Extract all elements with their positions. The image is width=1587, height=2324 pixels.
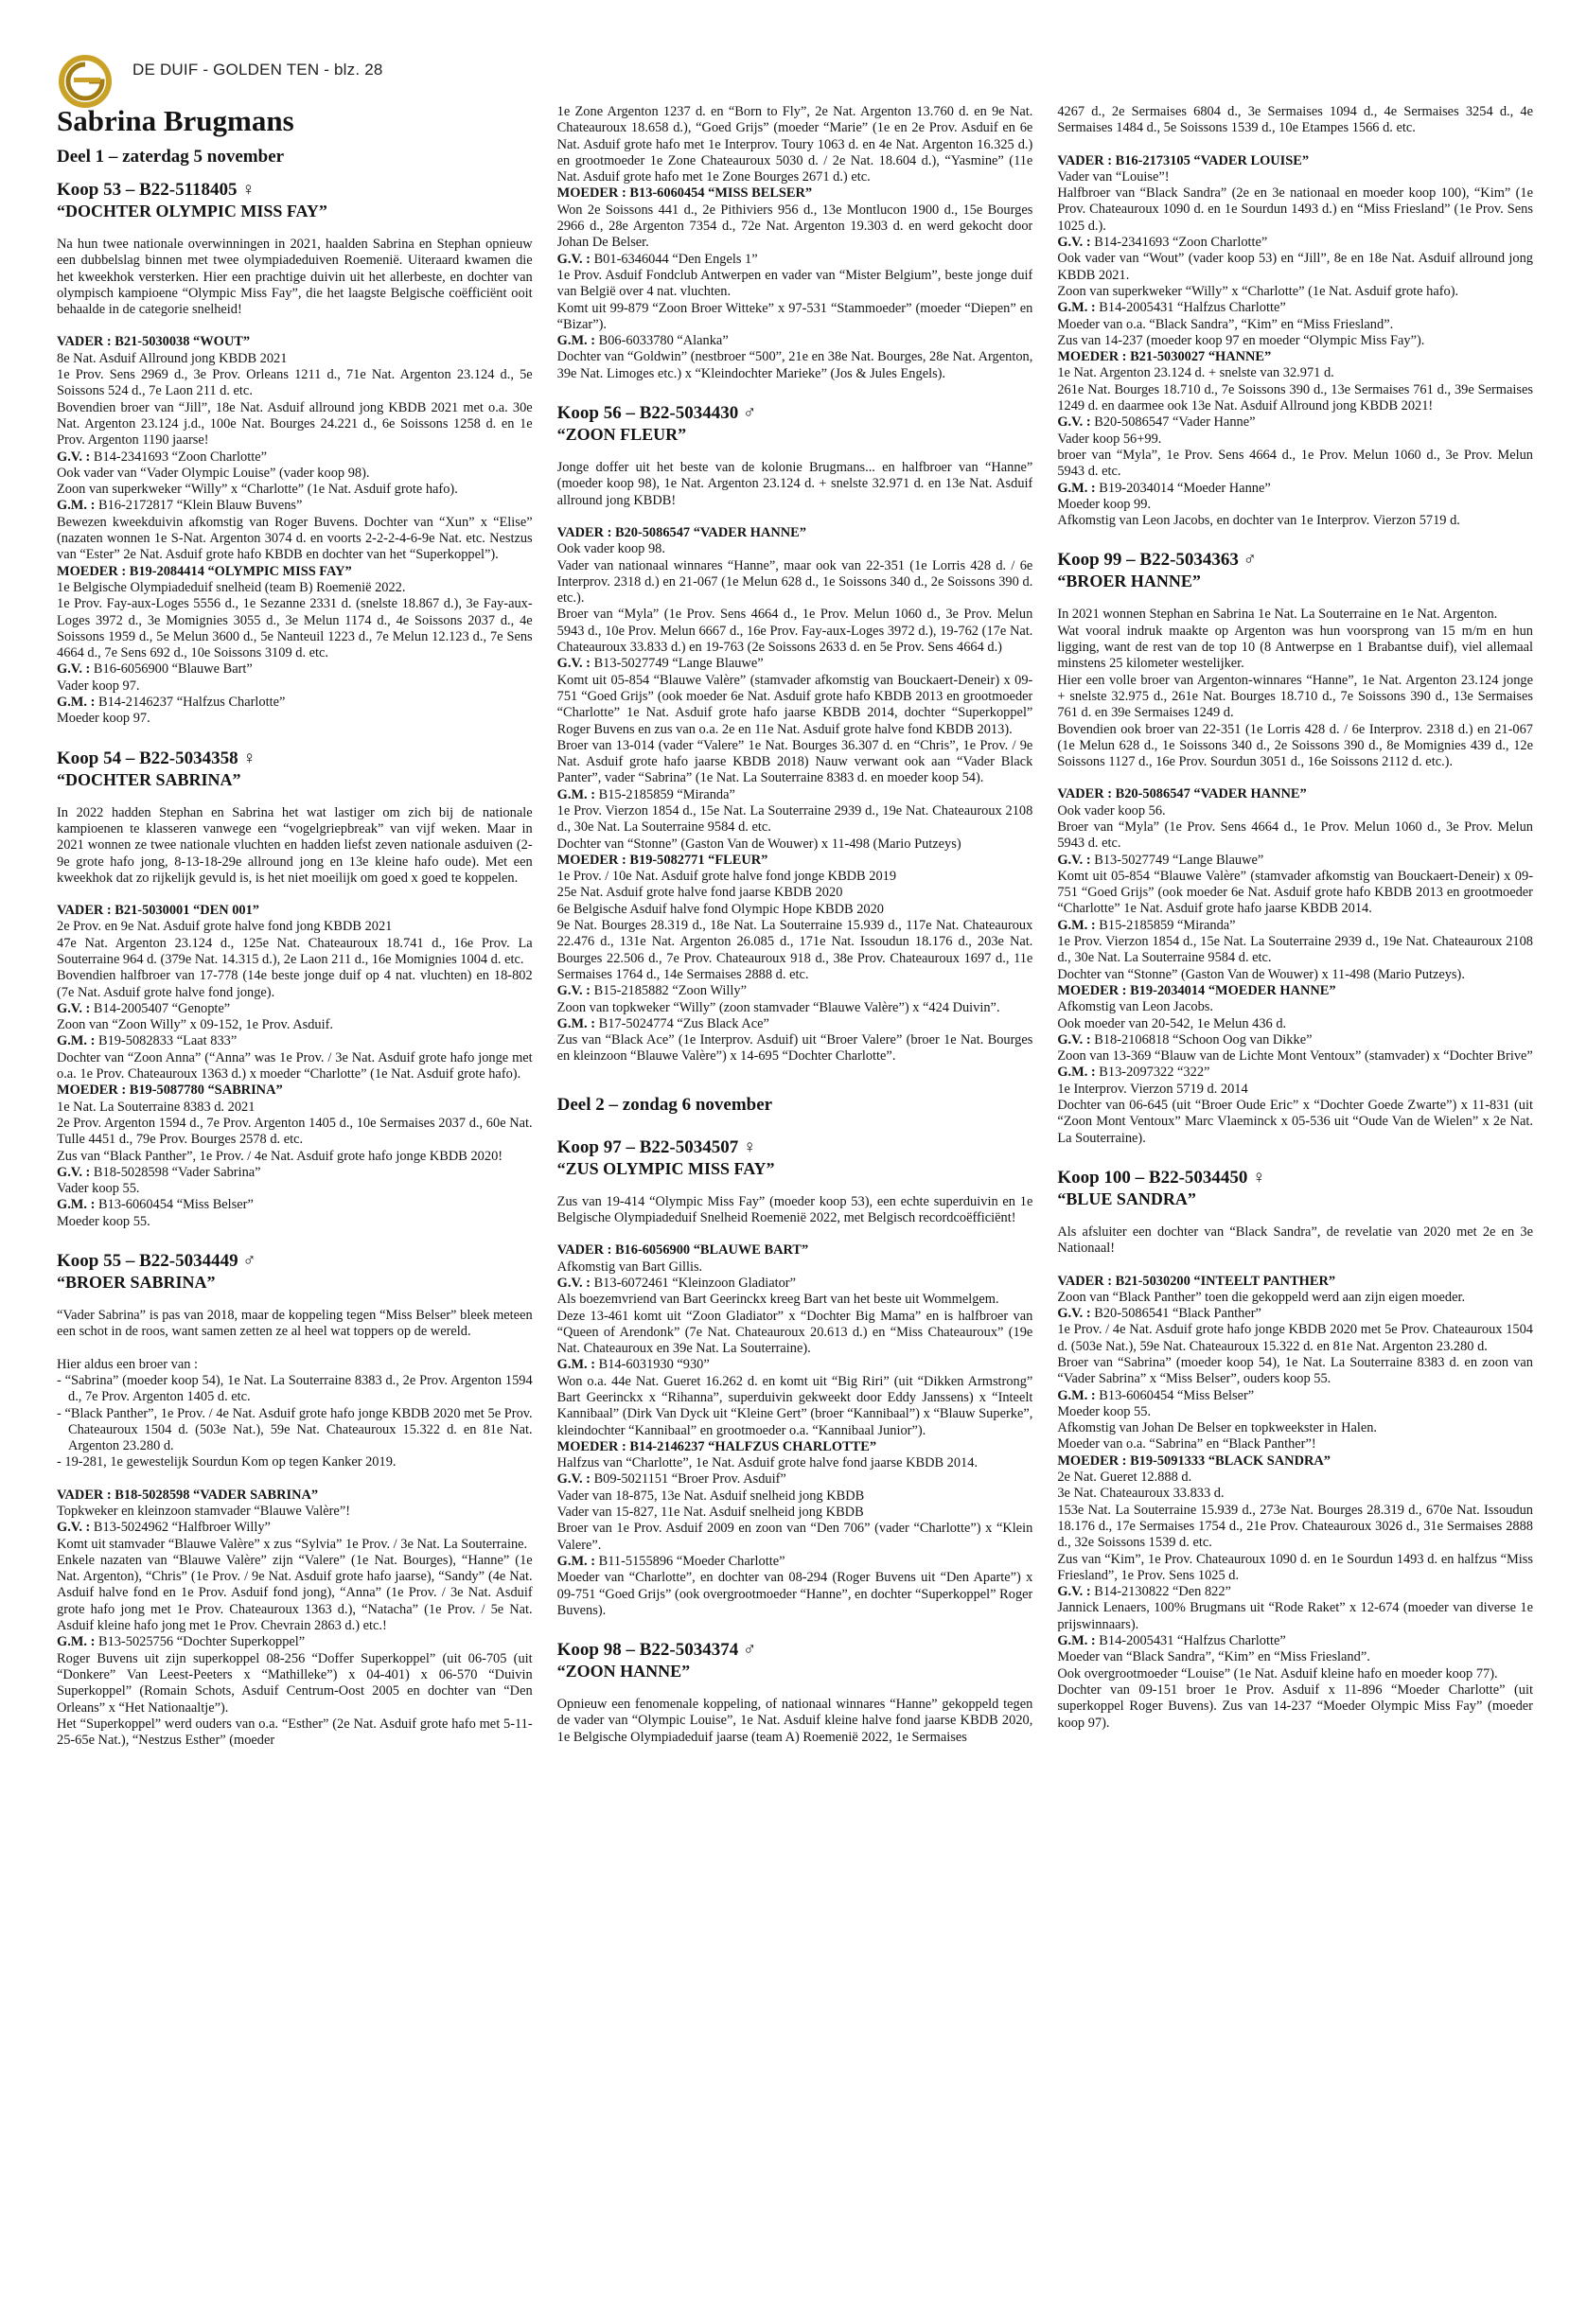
pedigree-label: G.M. :: [1057, 1065, 1096, 1081]
section-heading: Deel 2 – zondag 6 november: [556, 1094, 773, 1115]
pedigree-line: [57, 661, 533, 678]
pedigree-line: [57, 449, 533, 466]
body-paragraph: Deze 13-461 komt uit “Zoon Gladiator” x “Dochter Big Mama” en is halfbroer van “Queen of Arendonk” (7e Nat. Chateauroux 20.613 d.) en “Miss Chateauroux” (19e Nat. Chateauroux en 39e Nat. La Souterraine).: [556, 1308, 1033, 1357]
body-paragraph: 1e Prov. Vierzon 1854 d., 15e Nat. La Souterraine 2939 d., 19e Nat. Chateauroux 2108 d., 30e Nat. La Souterraine 9584 d. etc.: [1057, 934, 1533, 966]
parent-heading: VADER : B21-5030001 “DEN 001”: [57, 903, 260, 919]
lot-subtitle: “ZUS OLYMPIC MISS FAY”: [556, 1158, 775, 1178]
pedigree-text: B18-2106818 “Schoon Oog van Dikke”: [1090, 1031, 1313, 1048]
body-paragraph: Zoon van “Black Panther” toen die gekoppeld werd aan zijn eigen moeder.: [1057, 1289, 1466, 1305]
body-paragraph: broer van “Myla”, 1e Prov. Sens 4664 d., 1e Prov. Melun 1060 d., 3e Prov. Melun 5943 d. etc.: [1057, 447, 1533, 480]
section-heading: Deel 1 – zaterdag 5 november: [57, 147, 285, 167]
pedigree-text: B14-6031930 “930”: [595, 1357, 710, 1373]
lot-heading: Koop 54 – B22-5034358 ♀: [57, 748, 256, 768]
body-paragraph: Dochter van 06-645 (uit “Broer Oude Eric” x “Dochter Goede Zwarte”) x 11-831 (uit “Zoon Mont Ventoux” Marc Vlaeminck x 05-536 uit “Oude Van de Wielen” x 2e Nat. La Souterraine).: [1057, 1098, 1533, 1146]
body-paragraph: Moeder van “Charlotte”, en dochter van 08-294 (Roger Buvens uit “Den Aparte”) x 09-751 “Goed Grijs” (ook overgrootmoeder “Hanne”, en dochter “Superkoppel” Roger Buvens).: [556, 1570, 1033, 1618]
body-paragraph: 261e Nat. Bourges 18.710 d., 7e Soissons 390 d., 13e Sermaises 761 d., 39e Sermaises 1249 d. en daarmee ook 13e Nat. Asduif Allround jong KBDB 2021!: [1057, 381, 1533, 414]
body-paragraph: 6e Belgische Asduif halve fond Olympic Hope KBDB 2020: [556, 901, 884, 917]
pedigree-line: [1057, 853, 1533, 869]
pedigree-label: G.M. :: [57, 1033, 96, 1049]
parent-heading: VADER : B20-5086547 “VADER HANNE”: [556, 524, 806, 540]
pedigree-label: G.V. :: [57, 1000, 91, 1016]
pedigree-label: G.V. :: [556, 1471, 591, 1488]
pedigree-line: [1057, 1032, 1533, 1048]
pedigree-label: G.M. :: [556, 1553, 596, 1569]
pedigree-text: B13-6060454 “Miss Belser”: [1095, 1387, 1255, 1403]
lot-heading: Koop 53 – B22-5118405 ♀: [57, 180, 256, 200]
body-paragraph: Moeder van o.a. “Black Sandra”, “Kim” en “Miss Friesland”.: [1057, 316, 1394, 332]
pedigree-text: B01-6346044 “Den Engels 1”: [590, 251, 758, 267]
pedigree-label: G.V. :: [57, 1164, 91, 1180]
lot-heading: Koop 56 – B22-5034430 ♂: [556, 403, 757, 424]
body-paragraph: Zus van 14-237 (moeder koop 97 en moeder “Olympic Miss Fay”).: [1057, 332, 1425, 348]
pedigree-text: B13-2097322 “322”: [1095, 1065, 1210, 1081]
parent-heading: MOEDER : B19-5091333 “BLACK SANDRA”: [1057, 1452, 1331, 1469]
pedigree-line: [1057, 235, 1533, 251]
parent-heading: VADER : B16-2173105 “VADER LOUISE”: [1057, 152, 1310, 168]
body-paragraph: Hier een volle broer van Argenton-winnares “Hanne”, 1e Nat. Argenton 23.124 jonge + snelste 32.975 d., 261e Nat. Bourges 18.710 d., 7e Soissons 390 d., 13e Sermaises 761 d. en 39e Sermaises 1249 d.: [1057, 672, 1533, 721]
pedigree-text: B19-5082833 “Laat 833”: [95, 1033, 238, 1049]
body-paragraph: 1e Nat. La Souterraine 8383 d. 2021: [57, 1099, 256, 1115]
body-paragraph: Moeder van o.a. “Sabrina” en “Black Panther”!: [1057, 1436, 1316, 1452]
body-paragraph: Ook vader koop 56.: [1057, 802, 1166, 819]
body-paragraph: Zoon van “Zoon Willy” x 09-152, 1e Prov. Asduif.: [57, 1017, 333, 1033]
body-paragraph: 1e Prov. / 4e Nat. Asduif grote hafo jonge KBDB 2020 met 5e Prov. Chateauroux 1504 d. (503e Nat.), 59e Nat. Chateauroux 15.322 d. en 81e Nat. Argenton 23.280 d.: [1057, 1322, 1533, 1354]
body-paragraph: Zus van “Black Panther”, 1e Prov. / 4e Nat. Asduif grote hafo jonge KBDB 2020!: [57, 1148, 503, 1164]
body-paragraph: Halfzus van “Charlotte”, 1e Nat. Asduif grote halve fond jaarse KBDB 2014.: [556, 1455, 979, 1471]
body-paragraph: Vader van “Louise”!: [1057, 168, 1170, 185]
pedigree-line: [57, 498, 533, 514]
body-paragraph: Bewezen kweekduivin afkomstig van Roger Buvens. Dochter van “Xun” x “Elise” (nazaten wonnen 1e S-Nat. Argenton 3074 d. en voorts 2-2-2-4-6-9e Nat. etc. Nestzus van “Ester” 2e Nat. Asduif grote hafo KBDB en dochter van het “Superkoppel”).: [57, 514, 533, 563]
article-columns: [57, 104, 1533, 2309]
pedigree-text: B06-6033780 “Alanka”: [595, 333, 729, 349]
body-paragraph: Broer van “Myla” (1e Prov. Sens 4664 d., 1e Prov. Melun 1060 d., 3e Prov. Melun 5943 d. etc.: [1057, 819, 1533, 852]
pedigree-line: [1057, 1584, 1533, 1600]
body-paragraph: In 2021 wonnen Stephan en Sabrina 1e Nat. La Souterraine en 1e Nat. Argenton.: [1057, 607, 1498, 623]
list-item: - 19-281, 1e gewestelijk Sourdun Kom op tegen Kanker 2019.: [57, 1454, 397, 1470]
pedigree-line: [557, 333, 1033, 349]
list-item: - “Sabrina” (moeder koop 54), 1e Nat. La Souterraine 8383 d., 2e Prov. Argenton 1594 d., 7e Prov. Argenton 1405 d. etc.: [57, 1372, 533, 1405]
pedigree-label: G.M. :: [1057, 480, 1096, 496]
pedigree-label: G.M. :: [57, 695, 96, 711]
body-paragraph: 1e Prov. Vierzon 1854 d., 15e Nat. La Souterraine 2939 d., 19e Nat. Chateauroux 2108 d., 30e Nat. La Souterraine 9584 d. etc.: [556, 802, 1033, 836]
pedigree-text: B13-5025756 “Dochter Superkoppel”: [95, 1634, 306, 1650]
lot-subtitle: “ZOON FLEUR”: [556, 425, 687, 445]
lot-subtitle: “ZOON HANNE”: [556, 1662, 691, 1681]
pedigree-line: [557, 983, 1033, 999]
body-paragraph: 8e Nat. Asduif Allround jong KBDB 2021: [57, 350, 288, 366]
body-paragraph: Vader van 15-827, 11e Nat. Asduif snelheid jong KBDB: [556, 1505, 864, 1521]
pedigree-text: B20-5086541 “Black Panther”: [1090, 1306, 1261, 1322]
body-paragraph: Broer van 1e Prov. Asduif 2009 en zoon van “Den 706” (vader “Charlotte”) x “Klein Valere”.: [556, 1521, 1033, 1553]
pedigree-text: B11-5155896 “Moeder Charlotte”: [595, 1553, 785, 1569]
body-paragraph: Zus van “Kim”, 1e Prov. Chateauroux 1090 d. en 1e Sourdun 1493 d. en halfzus “Miss Friesland”, 1e Prov. Sens 1025 d.: [1057, 1551, 1533, 1583]
column-3: [1057, 104, 1533, 2309]
body-paragraph: 3e Nat. Chateauroux 33.833 d.: [1057, 1486, 1225, 1502]
body-paragraph: Dochter van “Stonne” (Gaston Van de Wouwer) x 11-498 (Mario Putzeys).: [1057, 966, 1465, 982]
lot-subtitle: “BROER SABRINA”: [57, 1273, 216, 1293]
pedigree-line: [557, 656, 1033, 672]
pedigree-text: B13-5027749 “Lange Blauwe”: [1090, 852, 1264, 868]
body-paragraph: Vader van nationaal winnares “Hanne”, maar ook van 22-351 (1e Lorris 428 d. / 6e Interprov. 2318 d.) en 21-067 (1e Melun 628 d., 1e Soissons 340 d., 2e Soissons 390 d. etc.).: [556, 557, 1033, 607]
pedigree-line: [1057, 481, 1533, 497]
parent-heading: VADER : B16-6056900 “BLAUWE BART”: [556, 1242, 809, 1259]
parent-heading: VADER : B20-5086547 “VADER HANNE”: [1057, 786, 1307, 802]
body-paragraph: Zoon van 13-369 “Blauw van de Lichte Mont Ventoux” (stamvader) x “Dochter Brive”: [1057, 1048, 1533, 1065]
body-paragraph: Afkomstig van Johan De Belser en topkweekster in Halen.: [1057, 1420, 1378, 1436]
body-paragraph: “Vader Sabrina” is pas van 2018, maar de koppeling tegen “Miss Belser” bleek meteen een schot in de roos, want samen zetten ze al heel wat toppers op de wereld.: [57, 1308, 533, 1340]
pedigree-line: [557, 1357, 1033, 1373]
body-paragraph: 47e Nat. Argenton 23.124 d., 125e Nat. Chateauroux 18.741 d., 16e Prov. La Souterraine 964 d. (379e Nat. 14.315 d.), 2e Laon 211 d., 16e Momignies 1004 d. etc.: [57, 935, 533, 967]
running-head: [57, 53, 383, 79]
body-paragraph: Ook vader van “Wout” (vader koop 53) en “Jill”, 8e en 18e Nat. Asduif allround jong KBDB 2021.: [1057, 251, 1533, 283]
pedigree-text: B14-2005407 “Genopte”: [90, 1000, 231, 1016]
lot-subtitle: “DOCHTER SABRINA”: [57, 769, 241, 789]
pedigree-text: B13-5027749 “Lange Blauwe”: [590, 656, 764, 672]
pedigree-line: [557, 787, 1033, 803]
pedigree-line: [1057, 414, 1533, 431]
pedigree-line: [557, 1471, 1033, 1488]
pedigree-label: G.V. :: [1057, 1306, 1091, 1322]
pedigree-label: G.M. :: [1057, 1633, 1096, 1649]
body-paragraph: Jonge doffer uit het beste van de kolonie Brugmans... en halfbroer van “Hanne” (moeder koop 98), 1e Nat. Argenton 23.124 d. + snelste 32.971 d. en 13e Nat. Asduif allround jong KBDB!: [556, 460, 1033, 508]
pedigree-line: [557, 1554, 1033, 1570]
body-paragraph: Ook moeder van 20-542, 1e Melun 436 d.: [1057, 1015, 1287, 1031]
column-2: [557, 104, 1033, 2309]
body-paragraph: Zoon van superkweker “Willy” x “Charlotte” (1e Nat. Asduif grote hafo).: [1057, 283, 1459, 299]
pedigree-label: G.V. :: [57, 449, 91, 465]
parent-heading: MOEDER : B19-2084414 “OLYMPIC MISS FAY”: [57, 563, 352, 579]
pedigree-label: G.V. :: [1057, 852, 1091, 868]
pedigree-line: [1057, 1065, 1533, 1081]
body-paragraph: Afkomstig van Bart Gillis.: [556, 1259, 703, 1275]
pedigree-text: B16-6056900 “Blauwe Bart”: [90, 661, 253, 678]
pedigree-text: B13-6072461 “Kleinzoon Gladiator”: [590, 1275, 796, 1291]
pedigree-text: B14-2005431 “Halfzus Charlotte”: [1095, 300, 1286, 316]
body-paragraph: 153e Nat. La Souterraine 15.939 d., 273e Nat. Bourges 28.319 d., 670e Nat. Issoudun 18.176 d., 17e Sermaises 1754 d., 21e Prov. Chateauroux 3026 d., 31e Sermaises 2888 d., 32e Soissons 1539 d. etc.: [1057, 1502, 1533, 1551]
body-paragraph: 4267 d., 2e Sermaises 6804 d., 3e Sermaises 1094 d., 4e Sermaises 3254 d., 4e Sermaises 1484 d., 5e Soissons 1539 d., 10e Etampes 1566 d. etc.: [1057, 104, 1533, 136]
pedigree-text: B14-2130822 “Den 822”: [1090, 1584, 1231, 1600]
body-paragraph: Broer van “Sabrina” (moeder koop 54), 1e Nat. La Souterraine 8383 d. en zoon van “Vader Sabrina” x “Miss Belser”, ouders koop 55.: [1057, 1355, 1533, 1387]
lot-heading: Koop 98 – B22-5034374 ♂: [556, 1640, 757, 1661]
body-paragraph: Moeder koop 55.: [1057, 1403, 1152, 1419]
parent-heading: VADER : B21-5030038 “WOUT”: [57, 334, 251, 350]
parent-heading: MOEDER : B19-2034014 “MOEDER HANNE”: [1057, 982, 1336, 998]
body-paragraph: Wat vooral indruk maakte op Argenton was hun voorsprong van 15 m/m en hun ligging, want de rest van de top 10 (8 Antwerpse en 1 Brabantse duif), viel allemaal minstens 25 kilometer westelijker.: [1057, 623, 1533, 672]
lot-subtitle: “BROER HANNE”: [1057, 572, 1201, 591]
body-paragraph: Hier aldus een broer van :: [57, 1356, 199, 1372]
pedigree-text: B14-2005431 “Halfzus Charlotte”: [1095, 1633, 1286, 1649]
pedigree-line: [1057, 1306, 1533, 1322]
body-paragraph: Zus van 19-414 “Olympic Miss Fay” (moeder koop 53), een echte superduivin en 1e Belgische Olympiadeduif Snelheid Roemenië 2022, met Belgisch recordcoëfficiënt!: [556, 1193, 1033, 1226]
pedigree-label: G.M. :: [556, 333, 596, 349]
body-paragraph: Broer van 13-014 (vader “Valere” 1e Nat. Bourges 36.307 d. en “Chris”, 1e Prov. / 9e Nat. Asduif grote hafo jaarse KBDB 2018) Nauw verwant ook aan “Vader Black Panter”, vader “Sabrina” (1e Nat. La Souterraine 8383 d. en moeder koop 54).: [556, 737, 1033, 786]
pedigree-line: [1057, 1388, 1533, 1404]
pedigree-text: B13-5024962 “Halfbroer Willy”: [90, 1520, 271, 1536]
pedigree-label: G.V. :: [1057, 1031, 1091, 1048]
body-paragraph: 1e Prov. Fay-aux-Loges 5556 d., 1e Sezanne 2331 d. (snelste 18.867 d.), 3e Fay-aux-Loges 3972 d., 3e Momignies 3055 d., 3e Melun 1174 d., 4e Soissons 2037 d., 4e Soissons 1959 d., 5e Melun 3600 d., 5e Nanteuil 1223 d., 7e Melun 12.123 d., 7e Sens 4664 d., 7e Sens 692 d., 10e Soissons 3109 d. etc.: [57, 596, 533, 661]
pedigree-label: G.V. :: [556, 983, 591, 999]
lot-subtitle: “BLUE SANDRA”: [1057, 1188, 1196, 1208]
lot-heading: Koop 99 – B22-5034363 ♂: [1057, 550, 1257, 571]
body-paragraph: Broer van “Myla” (1e Prov. Sens 4664 d., 1e Prov. Melun 1060 d., 3e Prov. Melun 5943 d., 10e Prov. Melun 6667 d., 16e Prov. Fay-aux-Loges 3972 d.), 19-762 (17e Nat. Chateauroux 33.833 d.) en 19-763 (2e Soissons 2633 d. en 5e Prov. Sens 4664 d.): [556, 607, 1033, 656]
body-paragraph: 2e Nat. Gueret 12.888 d.: [1057, 1470, 1192, 1486]
pedigree-label: G.V. :: [1057, 235, 1091, 251]
body-paragraph: Komt uit 05-854 “Blauwe Valère” (stamvader afkomstig van Bouckaert-Deneir) x 09-751 “Goed Grijs” (ook moeder 6e Nat. Asduif grote hafo KBDB 2013 en grootmoeder “Charlotte” 1e Nat. Asduif grote hafo jaarse KBDB 2014, dochter “Superkoppel” Roger Buvens en zus van o.a. 2e en 11e Nat. Asduif grote halve fond KBDB 2013).: [556, 672, 1033, 737]
body-paragraph: Na hun twee nationale overwinningen in 2021, haalden Sabrina en Stephan opnieuw een dubbelslag binnen met twee olympiadeduiven Roemenië. Uiteraard kwamen die het kweekhok versterken. Hier een prachtige duivin uit het allerbeste, en dochter van olympisch kampioene “Olympic Miss Fay”, die het laagste Belgische coëfficiënt ooit behaalde in de categorie snelheid!: [57, 237, 533, 318]
body-paragraph: 1e Prov. Sens 2969 d., 3e Prov. Orleans 1211 d., 71e Nat. Argenton 23.124 d., 5e Soissons 524 d., 7e Laon 211 d. etc.: [57, 367, 533, 399]
parent-heading: MOEDER : B19-5082771 “FLEUR”: [556, 852, 768, 868]
parent-heading: VADER : B21-5030200 “INTEELT PANTHER”: [1057, 1273, 1336, 1289]
body-paragraph: Topkweker en kleinzoon stamvader “Blauwe Valère”!: [57, 1504, 350, 1519]
body-paragraph: Bovendien halfbroer van 17-778 (14e beste jonge duif op 4 nat. vluchten) en 18-802 (7e Nat. Asduif grote halve fond jonge).: [57, 968, 533, 1000]
pedigree-line: [57, 1197, 533, 1213]
body-paragraph: 25e Nat. Asduif grote halve fond jaarse KBDB 2020: [556, 885, 843, 901]
body-paragraph: Als afsluiter een dochter van “Black Sandra”, de revelatie van 2020 met 2e en 3e Nationaal!: [1057, 1224, 1533, 1257]
pedigree-line: [57, 1033, 533, 1049]
body-paragraph: 1e Belgische Olympiadeduif snelheid (team B) Roemenië 2022.: [57, 579, 406, 595]
body-paragraph: Komt uit 05-854 “Blauwe Valère” (stamvader afkomstig van Bouckaert-Deneir) x 09-751 “Goed Grijs” (ook moeder 6e Nat. Asduif grote hafo KBDB 2013 en grootmoeder “Charlotte” 1e Nat. Asduif grote hafo jaarse KBDB 2014.: [1057, 868, 1533, 917]
body-paragraph: Zoon van superkweker “Willy” x “Charlotte” (1e Nat. Asduif grote hafo).: [57, 482, 458, 498]
pedigree-text: B16-2172817 “Klein Blauw Buvens”: [95, 498, 303, 514]
pedigree-text: B13-6060454 “Miss Belser”: [95, 1197, 254, 1213]
running-head-text: DE DUIF - GOLDEN TEN - blz. 28: [132, 61, 383, 79]
body-paragraph: Dochter van “Stonne” (Gaston Van de Wouwer) x 11-498 (Mario Putzeys): [556, 836, 961, 852]
body-paragraph: Dochter van 09-151 broer 1e Prov. Asduif x 11-896 “Moeder Charlotte” (uit superkoppel Roger Buvens). Zus van 14-237 “Moeder Olympic Miss Fay” (moeder koop 97).: [1057, 1681, 1533, 1731]
pedigree-label: G.V. :: [556, 1275, 591, 1291]
pedigree-label: G.M. :: [1057, 1387, 1096, 1403]
pedigree-line: [1057, 300, 1533, 316]
page-title: Sabrina Brugmans: [57, 104, 294, 137]
pedigree-text: B18-5028598 “Vader Sabrina”: [90, 1164, 261, 1180]
pedigree-line: [57, 1165, 533, 1181]
pedigree-text: B17-5024774 “Zus Black Ace”: [595, 1015, 769, 1031]
pedigree-label: G.M. :: [556, 786, 596, 802]
pedigree-label: G.V. :: [556, 251, 591, 267]
parent-heading: MOEDER : B13-6060454 “MISS BELSER”: [556, 185, 813, 202]
body-paragraph: Moeder koop 55.: [57, 1213, 150, 1229]
body-paragraph: Ook overgrootmoeder “Louise” (1e Nat. Asduif kleine hafo en moeder koop 77).: [1057, 1665, 1498, 1681]
pedigree-label: G.V. :: [57, 661, 91, 678]
body-paragraph: Won 2e Soissons 441 d., 2e Pithiviers 956 d., 13e Montlucon 1900 d., 15e Bourges 2966 d., 28e Argenton 7354 d., 72e Nat. Argenton 19.303 d. en werd gekocht door Johan De Belser.: [556, 202, 1033, 251]
body-paragraph: Vader koop 56+99.: [1057, 431, 1162, 447]
pedigree-line: [1057, 918, 1533, 934]
body-paragraph: Afkomstig van Leon Jacobs, en dochter van 1e Interprov. Vierzon 5719 d.: [1057, 513, 1460, 529]
body-paragraph: Moeder koop 97.: [57, 711, 150, 727]
body-paragraph: Bovendien ook broer van 22-351 (1e Lorris 428 d. / 6e Interprov. 2318 d.) en 21-067 (1e Melun 628 d., 1e Soissons 340 d., 2e Soissons 390 d., 8e Momignies 439 d., 12e Soissons 1127 d., 16e Prov. Sourdun 3051 d., 16e Soissons 2112 d. etc.).: [1057, 721, 1533, 770]
pedigree-label: G.M. :: [1057, 300, 1096, 316]
pedigree-text: B20-5086547 “Vader Hanne”: [1090, 414, 1256, 431]
body-paragraph: 1e Interprov. Vierzon 5719 d. 2014: [1057, 1081, 1248, 1097]
body-paragraph: Zus van “Black Ace” (1e Interprov. Asduif) uit “Broer Valere” (broer 1e Nat. Bourges en kleinzoon “Blauwe Valère”) x 14-695 “Dochter Charlotte”.: [556, 1032, 1033, 1065]
body-paragraph: 1e Zone Argenton 1237 d. en “Born to Fly”, 2e Nat. Argenton 13.760 d. en 9e Nat. Chateauroux 18.658 d.), “Goed Grijs” (moeder “Marie” (1e en 2e Prov. Asduif en 6e Nat. Asduif grote hafo met 1e Interprov. Toury 1063 d. en 4e Nat. Argenton 16.325 d.) en grootmoeder 1e Zone Chateauroux 5030 d. / 2e Nat. 18.604 d.), “Yasmine” (11e Nat. Asduif grote hafo met 1e Zone Bourges 2671 d.) etc.: [556, 104, 1033, 185]
body-paragraph: Vader van 18-875, 13e Nat. Asduif snelheid jong KBDB: [556, 1488, 865, 1504]
pedigree-line: [1057, 1633, 1533, 1649]
pedigree-line: [557, 252, 1033, 268]
body-paragraph: Enkele nazaten van “Blauwe Valère” zijn “Valere” (1e Nat. Bourges), “Hanne” (1e Nat. Argenton), “Chris” (1e Prov. / 9e Nat. Asduif grote hafo jaarse), “Sandy” (4e Nat. Asduif halve fond en 1e Prov. Asduif fond jong), “Anna” (1e Prov. / 3e Nat. Asduif grote hafo jong met 1e Prov. Chateauroux 1363 d.), “Natacha” (1e Prov. / 5e Nat. Asduif kleine hafo jong met 1e Prov. Chevrain 2863 d.) etc.!: [57, 1552, 533, 1634]
pedigree-label: G.M. :: [556, 1357, 596, 1373]
parent-heading: MOEDER : B21-5030027 “HANNE”: [1057, 349, 1272, 365]
body-paragraph: Ook vader van “Vader Olympic Louise” (vader koop 98).: [57, 465, 370, 481]
pedigree-label: G.M. :: [57, 498, 96, 514]
body-paragraph: Opnieuw een fenomenale koppeling, of nationaal winnares “Hanne” gekoppeld tegen de vader van “Olympic Louise”, 1e Nat. Asduif kleine halve fond jaarse KBDB 2020, 1e Belgische Olympiadeduif jaarse (team A) Roemenië 2022, 1e Sermaises: [556, 1697, 1033, 1745]
pedigree-label: G.V. :: [1057, 414, 1091, 431]
pedigree-line: [57, 1634, 533, 1650]
lot-subtitle: “DOCHTER OLYMPIC MISS FAY”: [57, 202, 327, 220]
pedigree-line: [57, 1001, 533, 1017]
parent-heading: VADER : B18-5028598 “VADER SABRINA”: [57, 1487, 319, 1503]
body-paragraph: 1e Nat. Argenton 23.124 d. + snelste van 32.971 d.: [1057, 365, 1334, 381]
pedigree-label: G.M. :: [556, 1015, 596, 1031]
body-paragraph: Afkomstig van Leon Jacobs.: [1057, 999, 1213, 1015]
body-paragraph: Bovendien broer van “Jill”, 18e Nat. Asduif allround jong KBDB 2021 met o.a. 30e Nat. Argenton 23.124 j.d., 100e Nat. Bourges 24.221 d., 6e Soissons 1258 d. en 1e Prov. Argenton 1190 jaarse!: [57, 399, 533, 449]
pedigree-text: B14-2146237 “Halfzus Charlotte”: [95, 695, 286, 711]
pedigree-label: G.M. :: [57, 1634, 96, 1650]
lot-heading: Koop 97 – B22-5034507 ♀: [556, 1136, 757, 1157]
parent-heading: MOEDER : B19-5087780 “SABRINA”: [57, 1083, 283, 1099]
pedigree-line: [57, 695, 533, 711]
body-paragraph: Vader koop 97.: [57, 678, 140, 694]
body-paragraph: Moeder van “Black Sandra”, “Kim” en “Miss Friesland”.: [1057, 1649, 1370, 1665]
body-paragraph: Dochter van “Zoon Anna” (“Anna” was 1e Prov. / 3e Nat. Asduif grote hafo jonge met o.a. 1e Prov. Chateauroux 1363 d.) x moeder “Charlotte” (1e Nat. Asduif grote hafo).: [57, 1049, 533, 1083]
pedigree-text: B15-2185859 “Miranda”: [595, 786, 735, 802]
pedigree-line: [557, 1276, 1033, 1292]
body-paragraph: 9e Nat. Bourges 28.319 d., 18e Nat. La Souterraine 15.939 d., 117e Nat. Chateauroux 22.476 d., 131e Nat. Argenton 26.085 d., 171e Nat. Issoudun 18.176 d., 203e Nat. Bourges 22.506 d., 7e Prov. Chateauroux 918 d., 38e Prov. Chateauroux 1697 d., 11e Sermaises 1764 d., 14e Sermaises 2888 d. etc.: [556, 918, 1033, 982]
pedigree-label: G.V. :: [556, 656, 591, 672]
body-paragraph: Moeder koop 99.: [1057, 496, 1152, 512]
pedigree-text: B09-5021151 “Broer Prov. Asduif”: [590, 1471, 786, 1488]
body-paragraph: Komt uit 99-879 “Zoon Broer Witteke” x 97-531 “Stammoeder” (moeder “Diepen” en “Bizar”).: [556, 300, 1033, 332]
column-1: [57, 104, 533, 2309]
lot-heading: Koop 100 – B22-5034450 ♀: [1057, 1167, 1266, 1188]
body-paragraph: Halfbroer van “Black Sandra” (2e en 3e nationaal en moeder koop 100), “Kim” (1e Prov. Chateauroux 1090 d. en 1e Sourdun 1493 d.) en “Miss Friesland” (1e Prov. Sens 1025 d.).: [1057, 185, 1533, 234]
pedigree-line: [557, 1016, 1033, 1032]
pedigree-text: B14-2341693 “Zoon Charlotte”: [1090, 235, 1268, 251]
body-paragraph: 1e Prov. / 10e Nat. Asduif grote halve fond jonge KBDB 2019: [556, 869, 897, 885]
parent-heading: MOEDER : B14-2146237 “HALFZUS CHARLOTTE”: [556, 1438, 877, 1454]
pedigree-label: G.M. :: [1057, 917, 1096, 933]
list-item: - “Black Panther”, 1e Prov. / 4e Nat. Asduif grote hafo jonge KBDB 2020 met 5e Prov. Chateauroux 1504 d. (503e Nat.), 59e Nat. Chateauroux 15.322 d. en 81e Nat. Argenton 23.280 d.: [57, 1405, 533, 1454]
body-paragraph: 2e Prov. en 9e Nat. Asduif grote halve fond jong KBDB 2021: [57, 919, 393, 935]
pedigree-text: B14-2341693 “Zoon Charlotte”: [90, 449, 267, 465]
body-paragraph: Vader koop 55.: [57, 1181, 140, 1197]
body-paragraph: Als boezemvriend van Bart Geerinckx kreeg Bart van het beste uit Wommelgem.: [556, 1292, 999, 1308]
body-paragraph: Komt uit stamvader “Blauwe Valère” x zus “Sylvia” 1e Prov. / 3e Nat. La Souterraine.: [57, 1536, 528, 1552]
body-paragraph: Zoon van topkweker “Willy” (zoon stamvader “Blauwe Valère”) x “424 Duivin”.: [556, 999, 1000, 1015]
body-paragraph: Dochter van “Goldwin” (nestbroer “500”, 21e en 38e Nat. Bourges, 28e Nat. Argenton, 39e Nat. Limoges etc.) x “Kleindochter Marieke” (Jos & Jules Engels).: [556, 349, 1033, 381]
body-paragraph: Het “Superkoppel” werd ouders van o.a. “Esther” (2e Nat. Asduif grote hafo met 5-11-25-65e Nat.), “Nestzus Esther” (moeder: [57, 1716, 533, 1749]
pedigree-text: B15-2185882 “Zoon Willy”: [590, 983, 748, 999]
pedigree-label: G.V. :: [1057, 1584, 1091, 1600]
pedigree-line: [57, 1520, 533, 1536]
body-paragraph: Won o.a. 44e Nat. Gueret 16.262 d. en komt uit “Big Riri” (uit “Dikken Armstrong” Bart Geerinckx x “Rihanna”, superduivin gekweekt door Eddy Janssens) x “Inteelt Kannibaal” (Dirk Van Dyck uit “Kleine Gert” (broer “Kannibaal”) x “Blauw Superke”, kleindochter “Kannibaal” en grootmoeder o.a. “Kannibaal Junior”).: [556, 1373, 1033, 1438]
body-paragraph: Roger Buvens uit zijn superkoppel 08-256 “Doffer Superkoppel” (uit 06-705 (uit “Donkere” Van Leest-Peeters x “Mathilleke”) x 04-401) x 06-570 “Duivin Superkoppel” (Romain Schots, Asduif Centrum-Oost 2005 en dochter van “Den Orleans” x “Het Nationaaltje”).: [57, 1650, 533, 1716]
body-paragraph: Jannick Lenaers, 100% Brugmans uit “Rode Raket” x 12-674 (moeder van diverse 1e prijswinnaars).: [1057, 1600, 1533, 1632]
golden-ten-logo-icon: [57, 53, 114, 110]
body-paragraph: 2e Prov. Argenton 1594 d., 7e Prov. Argenton 1405 d., 10e Sermaises 2037 d., 60e Nat. Tulle 4451 d., 79e Prov. Bourges 2578 d. etc.: [57, 1115, 533, 1148]
body-paragraph: Ook vader koop 98.: [556, 541, 665, 557]
pedigree-label: G.M. :: [57, 1197, 96, 1213]
pedigree-label: G.V. :: [57, 1520, 91, 1536]
body-paragraph: In 2022 hadden Stephan en Sabrina het wat lastiger om zich bij de nationale kampioenen te klasseren vanwege een “vogelgriepbreak” van vijf weken. Maar in 2021 wonnen ze twee nationale vluchten en hadden liefst zeven nationale asduiven (2-9e grote hafo jong, 8-13-18-29e allround jong en 13e kleine hafo oude). Met een kweekhok dat zo rijkelijk gevuld is, is het niet moeilijk om goed x goed te koppelen.: [57, 804, 533, 886]
lot-heading: Koop 55 – B22-5034449 ♂: [57, 1251, 256, 1272]
pedigree-text: B19-2034014 “Moeder Hanne”: [1095, 480, 1271, 496]
pedigree-text: B15-2185859 “Miranda”: [1095, 917, 1236, 933]
body-paragraph: 1e Prov. Asduif Fondclub Antwerpen en vader van “Mister Belgium”, beste jonge duif van België over 4 nat. vluchten.: [556, 267, 1033, 300]
